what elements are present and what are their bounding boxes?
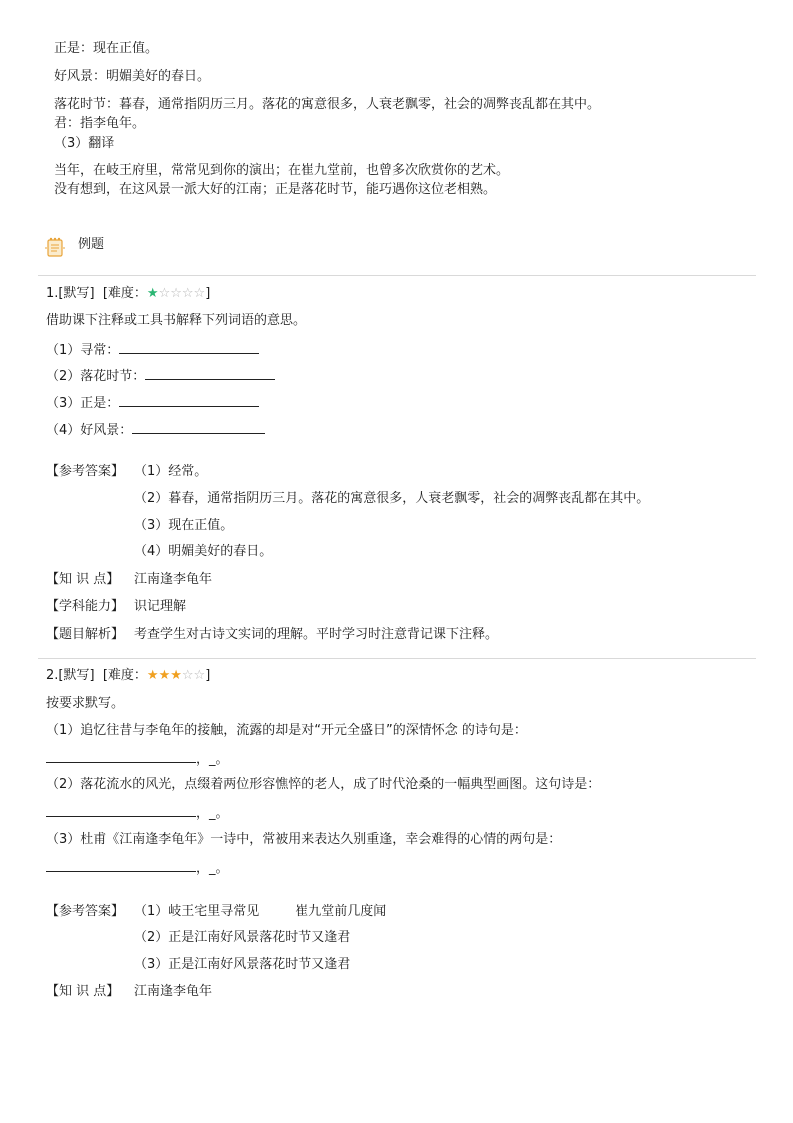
star-empty-icon: ☆ [181, 286, 194, 301]
q1-bracket-close: ] [205, 286, 211, 301]
star-filled-icon: ★ [158, 668, 171, 683]
q1-item-label: （4）好风景： [46, 423, 133, 438]
q2-knowledge: 江南逢李龟年 [134, 984, 213, 999]
answer-blank[interactable] [46, 749, 196, 763]
q1-answer-4: （4）明媚美好的春日。 [134, 544, 273, 559]
q1-item-2 [46, 366, 275, 386]
q1-knowledge-label: 【知 识 点】 [46, 572, 120, 587]
q2-knowledge-label: 【知 识 点】 [46, 984, 120, 999]
q1-item-label: （3）正是： [46, 396, 120, 411]
q2-number: 2. [46, 668, 59, 683]
q1-item-4 [46, 420, 265, 440]
q2-sub-3: （3）杜甫《江南逢李龟年》一诗中，常被用来表达久别重逢，幸会难得的心情的两句是： [46, 832, 562, 847]
star-filled-icon: ★ [170, 668, 182, 683]
note-haofengjing: 好风景：明媚美好的春日。 [54, 69, 211, 84]
q2-answer-label: 【参考答案】 [46, 904, 125, 919]
star-filled-icon: ★ [146, 668, 159, 683]
q1-prompt: 借助课下注释或工具书解释下列词语的意思。 [46, 313, 307, 328]
q1-knowledge-row [46, 571, 212, 589]
q1-item-label: （1）寻常： [46, 343, 120, 358]
q1-knowledge: 江南逢李龟年 [134, 572, 213, 587]
q1-item-1 [46, 340, 259, 360]
divider [38, 275, 756, 276]
q1-analysis: 考查学生对古诗文实词的理解。平时学习时注意背记课下注释。 [134, 627, 499, 642]
q2-sub-1: （1）追忆往昔与李龟年的接触，流露的却是对“开元全盛日”的深情怀念 的诗句是： [46, 723, 527, 738]
q2-header [46, 667, 210, 685]
q1-analysis-row [46, 626, 498, 644]
blank-suffix: ，_。 [196, 861, 229, 876]
note-zhengshi: 正是：现在正值。 [54, 41, 159, 56]
answer-blank[interactable] [119, 340, 259, 354]
q1-difficulty-label: [难度： [102, 286, 147, 301]
q2-answer-3: （3）正是江南好风景落花时节又逢君 [134, 957, 351, 972]
answer-blank[interactable] [46, 858, 196, 872]
q1-type: [默写] [58, 286, 95, 301]
notebook-icon [44, 236, 66, 258]
q2-sub-2: （2）落花流水的风光，点缀着两位形容憔悴的老人，成了时代沧桑的一幅典型画图。这句诗是： [46, 777, 601, 792]
answer-blank[interactable] [145, 366, 275, 380]
q2-blank-row-3 [46, 858, 229, 878]
q1-ability-row [46, 598, 186, 616]
note-jun: 君：指李龟年。 [54, 116, 146, 131]
answer-blank[interactable] [132, 420, 265, 434]
q2-knowledge-row [46, 983, 212, 1001]
q2-bracket-close: ] [205, 668, 211, 683]
q1-item-label: （2）落花时节： [46, 369, 146, 384]
star-empty-icon: ☆ [193, 286, 206, 301]
q1-analysis-label: 【题目解析】 [46, 627, 125, 642]
q2-answer-1b: 崔九堂前几度闻 [295, 904, 387, 919]
star-empty-icon: ☆ [170, 286, 182, 301]
q1-item-3 [46, 393, 259, 413]
answer-blank[interactable] [46, 803, 196, 817]
divider [38, 658, 756, 659]
q2-answer-row [46, 903, 386, 921]
q1-ability: 识记理解 [134, 599, 187, 614]
q2-prompt: 按要求默写。 [46, 696, 125, 711]
translation-line-2: 没有想到，在这风景一派大好的江南；正是落花时节，能巧遇你这位老相熟。 [54, 182, 497, 197]
note-luohua: 落花时节：暮春，通常指阴历三月。落花的寓意很多，人衰老飘零，社会的凋弊丧乱都在其中。 [54, 97, 601, 112]
blank-suffix: ，_。 [196, 806, 229, 821]
q2-answer-2: （2）正是江南好风景落花时节又逢君 [134, 930, 351, 945]
q2-difficulty-label: [难度： [102, 668, 147, 683]
q2-blank-row-1 [46, 749, 229, 769]
q1-ability-label: 【学科能力】 [46, 599, 125, 614]
examples-heading: 例题 [78, 237, 105, 252]
q1-answer-label: 【参考答案】 [46, 464, 125, 479]
star-empty-icon: ☆ [181, 668, 194, 683]
q1-answer-1: （1）经常。 [134, 464, 208, 479]
star-filled-icon: ★ [146, 286, 159, 301]
q1-answer-2: （2）暮春，通常指阴历三月。落花的寓意很多，人衰老飘零，社会的凋弊丧乱都在其中。 [134, 491, 650, 506]
q2-difficulty-stars [147, 668, 205, 683]
translation-heading: （3）翻译 [54, 136, 115, 151]
q2-type: [默写] [58, 668, 95, 683]
answer-blank[interactable] [119, 393, 259, 407]
translation-line-1: 当年，在岐王府里，常常见到你的演出；在崔九堂前，也曾多次欣赏你的艺术。 [54, 163, 510, 178]
star-empty-icon: ☆ [158, 286, 171, 301]
q1-difficulty-stars [147, 286, 205, 301]
q1-answer-row [46, 463, 207, 481]
blank-suffix: ，_。 [196, 752, 229, 767]
q1-number: 1. [46, 286, 59, 301]
star-empty-icon: ☆ [193, 668, 206, 683]
q1-answer-3: （3）现在正值。 [134, 518, 234, 533]
q1-header [46, 285, 210, 303]
q2-answer-1a: （1）岐王宅里寻常见 [134, 904, 260, 919]
q2-blank-row-2 [46, 803, 229, 823]
